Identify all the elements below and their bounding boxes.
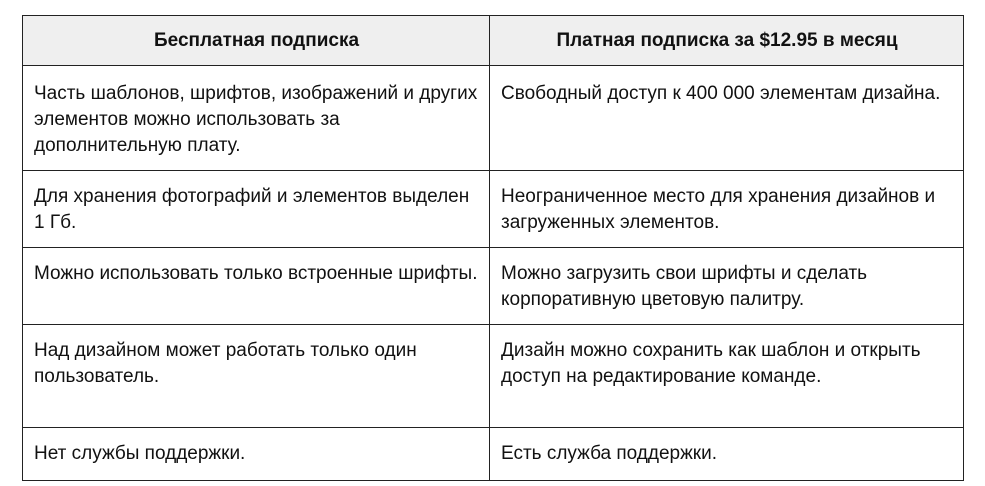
header-paid-plan: Платная подписка за $12.95 в месяц — [490, 16, 964, 66]
header-free-plan: Бесплатная подписка — [23, 16, 490, 66]
table-body — [23, 66, 964, 481]
cell-free-feature: Для хранения фотографий и элементов выделен 1 Гб. — [23, 171, 490, 248]
table-row — [23, 428, 964, 481]
comparison-table — [22, 15, 964, 481]
cell-paid-feature: Можно загрузить свои шрифты и сделать корпоративную цветовую палитру. — [490, 248, 964, 325]
table-row — [23, 325, 964, 428]
cell-paid-feature: Дизайн можно сохранить как шаблон и открыть доступ на редактирование команде. — [490, 325, 964, 428]
cell-free-feature: Нет службы поддержки. — [23, 428, 490, 481]
cell-paid-feature: Свободный доступ к 400 000 элементам дизайна. — [490, 66, 964, 171]
cell-free-feature: Часть шаблонов, шрифтов, изображений и других элементов можно использовать за дополнительную плату. — [23, 66, 490, 171]
header-row — [23, 16, 964, 66]
cell-free-feature: Можно использовать только встроенные шрифты. — [23, 248, 490, 325]
cell-free-feature: Над дизайном может работать только один пользователь. — [23, 325, 490, 428]
cell-paid-feature: Есть служба поддержки. — [490, 428, 964, 481]
table-header — [23, 16, 964, 66]
table-row — [23, 171, 964, 248]
table-row — [23, 66, 964, 171]
table-row — [23, 248, 964, 325]
cell-paid-feature: Неограниченное место для хранения дизайнов и загруженных элементов. — [490, 171, 964, 248]
